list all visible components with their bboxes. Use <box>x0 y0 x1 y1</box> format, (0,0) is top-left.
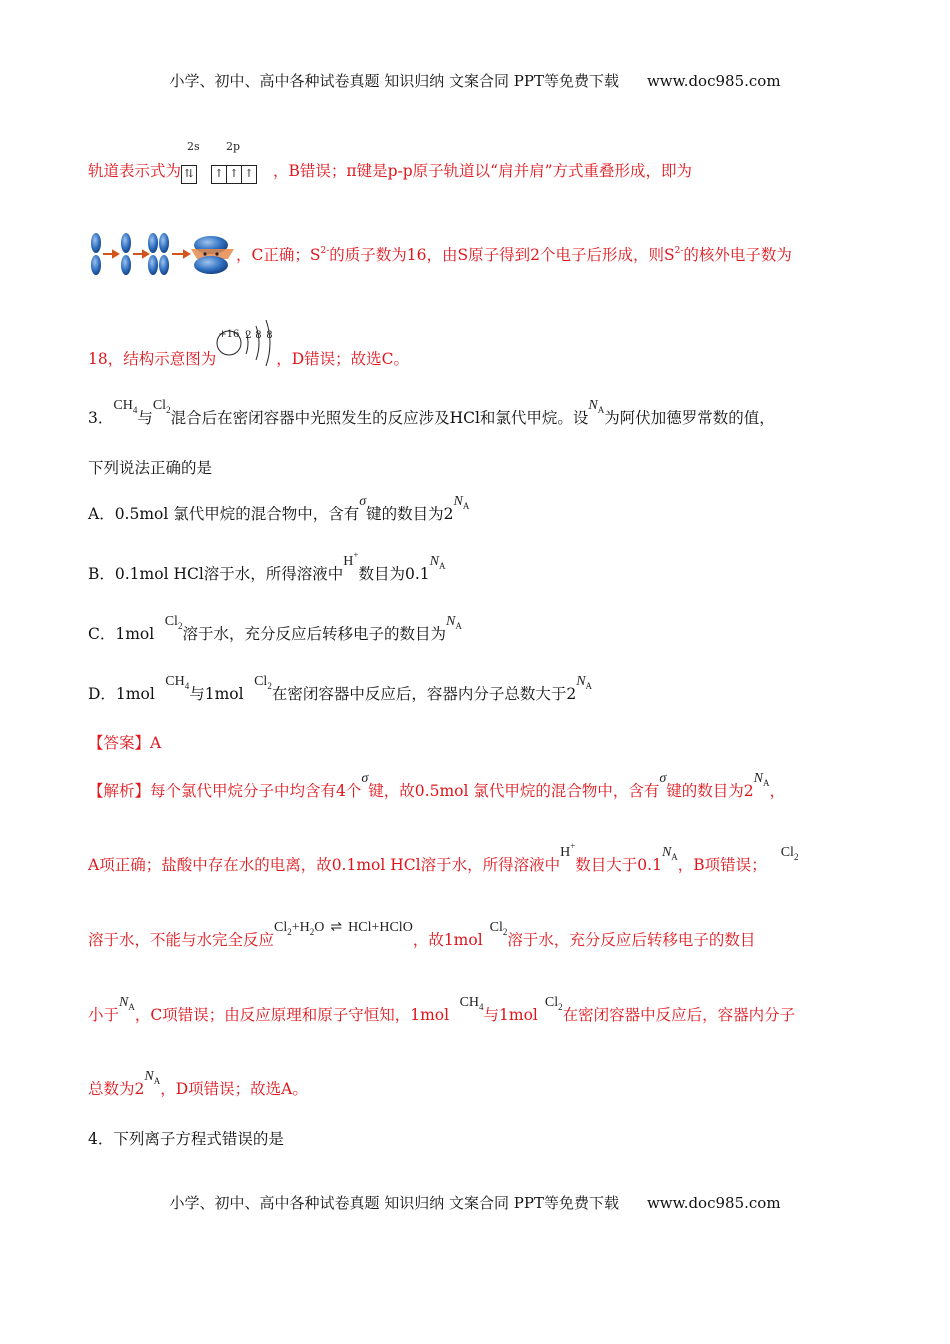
nucleus-charge: +16 <box>218 329 240 340</box>
symbol-na: $N_A$ <box>144 1069 161 1086</box>
symbol-na: $N_A$ <box>753 771 770 788</box>
symbol-na: $N_A$ <box>429 554 446 571</box>
shell-3-electrons: 8 <box>266 330 273 341</box>
symbol-sigma: σ <box>659 771 667 786</box>
p-orbital-1 <box>91 233 101 275</box>
orbital-2p-label: 2p <box>226 140 241 153</box>
prev-line-3: 18，结构示意图为 +16 2 8 8 ，D错误；故选C。 <box>88 332 409 382</box>
question-4-stem: 4．下列离子方程式错误的是 <box>88 1130 284 1148</box>
header-url[interactable]: www.doc985.com <box>646 72 781 90</box>
option-d[interactable]: D．1mol $CH_4$与1mol $Cl_2$在密闭容器中反应后，容器内分子总数大于$2N_A$ <box>88 674 593 703</box>
page-footer <box>0 1192 950 1213</box>
analysis-line-5: 总数为$2N_A$，D项错误；故选A。 <box>88 1069 308 1098</box>
pi-bond-lobes <box>191 236 234 274</box>
footer-text: 小学、初中、高中各种试卷真题 知识归纳 文案合同 PPT等免费下载 <box>169 1194 619 1212</box>
orbital-box-2p-2: ↑ <box>227 165 242 184</box>
sulfide-ion-structure-diagram <box>216 329 276 382</box>
shell-2-electrons: 8 <box>255 330 262 341</box>
page-header <box>0 70 950 91</box>
formula-cl2: $Cl_2$ <box>544 995 563 1012</box>
answer-label: 【答案】A <box>88 734 162 752</box>
header-text: 小学、初中、高中各种试卷真题 知识归纳 文案合同 PPT等免费下载 <box>169 72 619 90</box>
symbol-sigma: σ <box>359 494 367 509</box>
shell-1-electrons: 2 <box>245 330 252 341</box>
formula-cl2: $Cl_2$ <box>254 674 272 691</box>
symbol-na: $N_A$ <box>445 614 462 631</box>
symbol-na: $N_A$ <box>453 494 470 511</box>
equilibrium-arrow: ⇌ <box>330 920 343 935</box>
pi-bond-overlap-illustration <box>88 232 236 276</box>
formula-ch4: $CH_4$ <box>165 674 190 691</box>
analysis-line-3: 溶于水，不能与水完全反应$Cl_2+H_2O$ ⇌ HCl+HClO，故1mol $Cl_2$溶于水，充分反应后转移电子的数目 <box>88 920 756 949</box>
p-orbital-pair <box>148 233 169 275</box>
option-b[interactable]: B．0.1mol HCl溶于水，所得溶液中H+数目为$0.1N_A$ <box>88 550 446 583</box>
orbital-box-2s: ⇅ <box>181 165 197 184</box>
symbol-na: $N_A$ <box>588 398 605 415</box>
formula-ch4: $CH_4$ <box>113 398 138 415</box>
analysis-line-2: A项正确；盐酸中存在水的电离，故0.1mol HCl溶于水，所得溶液中H+数目大于$0.1N_A$，B项错误； $Cl_2$ <box>88 841 799 874</box>
symbol-h-plus: H+ <box>343 550 359 569</box>
formula-cl2: $Cl_2$ <box>164 614 183 631</box>
formula-cl2: $Cl_2$ <box>489 920 508 937</box>
question-3-stem-line-1: 3．$CH_4$与$Cl_2$混合后在密闭容器中光照发生的反应涉及HCl和氯代甲烷。设$N_A$为阿伏加德罗常数的值， <box>88 398 775 427</box>
symbol-na: $N_A$ <box>576 674 593 691</box>
question-3-stem-line-2: 下列说法正确的是 <box>88 459 213 477</box>
analysis-line-1: 【解析】每个氯代甲烷分子中均含有4个σ键，故0.5mol 氯代甲烷的混合物中，含有σ键的数目为$2N_A$， <box>88 771 786 800</box>
prev-line-1: 轨道表示式为 2s 2p ⇅ ↑ ↑ ↑ ，B错误；π键是p-p原子轨道以“肩并肩”方式重叠形成，即为 <box>88 158 692 181</box>
symbol-na: $N_A$ <box>119 995 135 1012</box>
prev-line-2: ，C正确；$S^{2-}$的质子数为16，由S原子得到2个电子后形成，则$S^{2-}$的核外电子数为 <box>88 232 792 276</box>
symbol-h-plus: H+ <box>560 841 576 860</box>
symbol-sigma: σ <box>361 771 369 786</box>
footer-url[interactable]: www.doc985.com <box>646 1194 781 1212</box>
formula-cl2: $Cl_2$ <box>780 845 799 862</box>
equation-cl2-water: $Cl_2+H_2O$ ⇌ HCl+HClO <box>274 920 413 937</box>
formula-cl2: $Cl_2$ <box>152 398 171 415</box>
orbital-2s-label: 2s <box>187 140 200 153</box>
analysis-line-4: 小于$N_A$，C项错误；由反应原理和原子守恒知，1mol $CH_4$与1mol $Cl_2$在密闭容器中反应后，容器内分子 <box>88 995 796 1024</box>
option-c[interactable]: C．1mol $Cl_2$溶于水，充分反应后转移电子的数目为$N_A$ <box>88 614 462 643</box>
symbol-na: $N_A$ <box>661 845 678 862</box>
p-orbital-2 <box>121 233 131 275</box>
option-a[interactable]: A．0.5mol 氯代甲烷的混合物中，含有σ键的数目为$2N_A$ <box>88 494 470 523</box>
orbital-box-2p-3: ↑ <box>242 165 257 184</box>
formula-ch4: $CH_4$ <box>459 995 484 1012</box>
orbital-box-2p-1: ↑ <box>211 165 227 184</box>
orbital-diagram <box>181 140 273 180</box>
